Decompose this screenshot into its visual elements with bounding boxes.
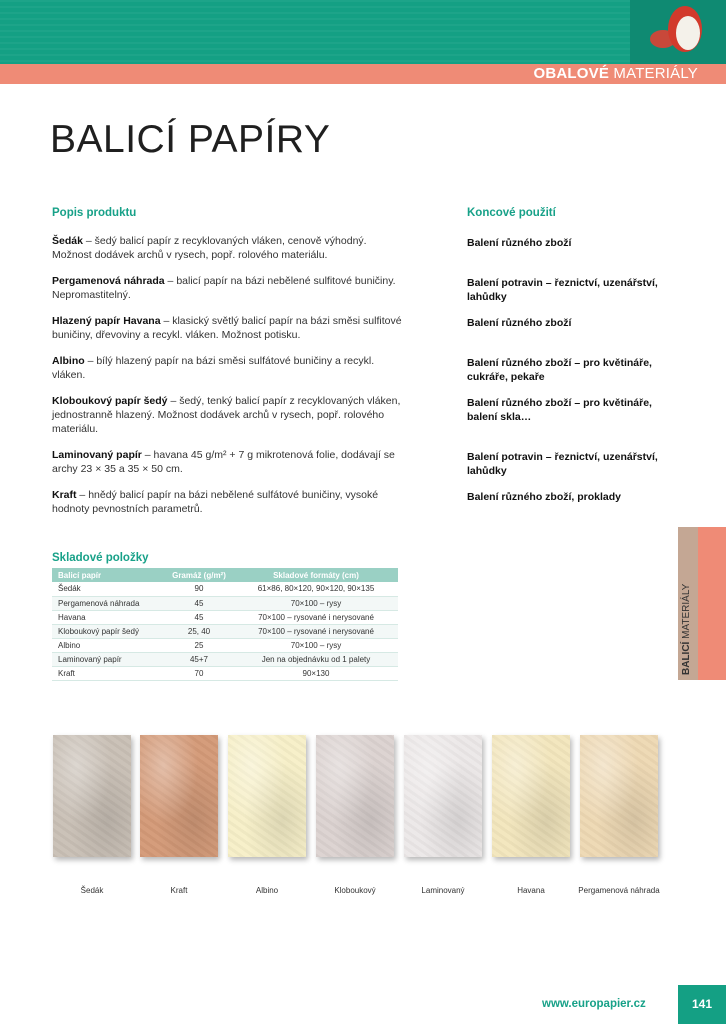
section-title-light: MATERIÁLY (613, 65, 698, 82)
page-title: BALICÍ PAPÍRY (50, 118, 331, 161)
stock-table-header-row (52, 568, 398, 582)
table-cell: Havana (52, 610, 164, 624)
sample-label: Šedák (80, 886, 104, 895)
table-row (52, 596, 398, 610)
table-cell: 45 (164, 610, 234, 624)
description-item-name: Hlazený papír Havana (52, 315, 161, 327)
description-item-name: Kraft (52, 489, 77, 501)
koi-highlight-shape (676, 16, 700, 50)
stock-column-header: Gramáž (g/m²) (164, 568, 234, 582)
sample-label: Laminovaný (421, 886, 465, 895)
paper-sample-pergamenova (580, 735, 658, 857)
stock-column-header: Balicí papír (52, 568, 164, 582)
table-cell: 70×100 – rysy (234, 596, 398, 610)
table-row (52, 666, 398, 680)
table-cell: 90×130 (234, 666, 398, 680)
table-row (52, 624, 398, 638)
end-use-item: Balení různého zboží (467, 317, 572, 329)
table-cell: Kloboukový papír šedý (52, 624, 164, 638)
description-item-text: – klasický světlý balicí papír na bázi směsi sulfitové buničiny, dřevoviny a recykl. vláken. Možnost potisku. (52, 315, 402, 341)
table-row (52, 582, 398, 596)
paper-sample-havana (492, 735, 570, 857)
sample-label: Albino (255, 886, 279, 895)
table-row (52, 652, 398, 666)
description-item (52, 394, 402, 436)
koi-photo (630, 0, 726, 64)
description-item-text: – balicí papír na bázi nebělené sulfitové buničiny. Nepromastitelný. (52, 275, 396, 301)
table-cell: 70×100 – rysované i nerysované (234, 624, 398, 638)
description-item (52, 234, 402, 262)
description-item (52, 274, 402, 302)
end-use-item: Balení různého zboží – pro květináře, cukráře, pekaře (467, 357, 652, 383)
description-item-text: – šedý balicí papír z recyklovaných vláken, cenově výhodný. Možnost dodávek archů v rysech, popř. rolového materiálu. (52, 235, 367, 261)
end-use-item: Balení různého zboží, proklady (467, 491, 622, 503)
side-tab (678, 527, 726, 680)
table-cell: Kraft (52, 666, 164, 680)
description-item-name: Šedák (52, 235, 83, 247)
table-cell: 90 (164, 582, 234, 596)
header-stripe (0, 0, 726, 64)
paper-sample-laminovany (404, 735, 482, 857)
end-use-item: Balení potravin – řeznictví, uzenářství, lahůdky (467, 277, 658, 303)
paper-sample-kloboukovy (316, 735, 394, 857)
table-cell: Laminovaný papír (52, 652, 164, 666)
table-cell: Pergamenová náhrada (52, 596, 164, 610)
section-title-bold: OBALOVÉ (533, 65, 610, 82)
table-cell: Jen na objednávku od 1 palety (234, 652, 398, 666)
paper-sample-albino (228, 735, 306, 857)
description-item-name: Laminovaný papír (52, 449, 142, 461)
table-cell: 70 (164, 666, 234, 680)
table-row (52, 638, 398, 652)
sample-label: Kraft (170, 886, 188, 895)
description-item (52, 354, 402, 382)
sample-label: Havana (517, 886, 545, 895)
table-cell: 25 (164, 638, 234, 652)
table-cell: 70×100 – rysy (234, 638, 398, 652)
table-cell: 61×86, 80×120, 90×120, 90×135 (234, 582, 398, 596)
description-item (52, 448, 402, 476)
table-cell: 45+7 (164, 652, 234, 666)
page-number: 141 (678, 985, 726, 1024)
footer-website-link[interactable]: www.europapier.cz (542, 998, 646, 1010)
description-item-name: Albino (52, 355, 85, 367)
table-cell: Albino (52, 638, 164, 652)
description-item-text: – havana 45 g/m² + 7 g mikrotenová folie, dodávají se archy 23 × 35 a 35 × 50 cm. (52, 449, 395, 475)
sample-label: Pergamenová náhrada (578, 886, 660, 895)
sample-label: Kloboukový (334, 886, 376, 895)
end-use-item: Balení potravin – řeznictví, uzenářství, lahůdky (467, 451, 658, 477)
side-tab-right-strip (698, 527, 726, 680)
description-item-text: – bílý hlazený papír na bázi směsi sulfátové buničiny a recykl. vláken. (52, 355, 375, 381)
description-heading: Popis produktu (52, 207, 137, 219)
paper-sample-sedak (53, 735, 131, 857)
table-cell: 25, 40 (164, 624, 234, 638)
description-item-name: Pergamenová náhrada (52, 275, 165, 287)
section-title (533, 64, 698, 84)
end-use-heading: Koncové použití (467, 207, 556, 219)
stock-table (52, 568, 398, 681)
description-item (52, 314, 402, 342)
end-use-item: Balení různého zboží – pro květináře, balení skla… (467, 397, 652, 423)
description-item (52, 488, 402, 516)
paper-sample-kraft (140, 735, 218, 857)
table-cell: Šedák (52, 582, 164, 596)
table-cell: 70×100 – rysované i nerysované (234, 610, 398, 624)
end-use-item: Balení různého zboží (467, 237, 572, 249)
stock-column-header: Skladové formáty (cm) (234, 568, 398, 582)
description-item-text: – hnědý balicí papír na bázi nebělené sulfátové buničiny, vysoké hodnoty pevnostních parametrů. (52, 489, 379, 515)
side-tab-label-light: MATERIÁLY (681, 583, 692, 639)
side-tab-label (681, 584, 692, 675)
side-tab-label-bold: BALICÍ (681, 641, 692, 675)
stock-heading: Skladové položky (52, 552, 149, 564)
table-row (52, 610, 398, 624)
table-cell: 45 (164, 596, 234, 610)
description-item-name: Kloboukový papír šedý (52, 395, 168, 407)
description-item-text: – šedý, tenký balicí papír z recyklovaných vláken, jednostranně hlazený. Možnost dodávek archů v rysech, popř. rolového materiálu. (52, 395, 401, 435)
